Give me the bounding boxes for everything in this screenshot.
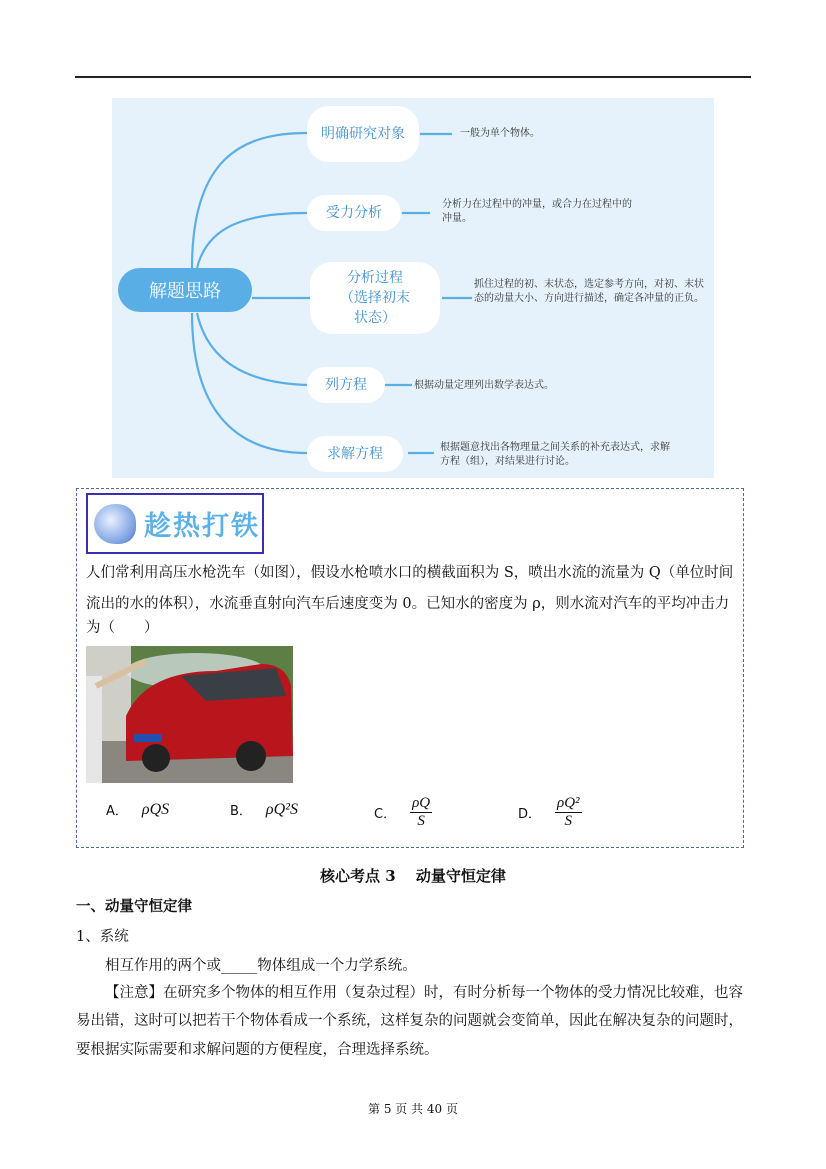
paragraph: 相互作用的两个或_____物体组成一个力学系统。 xyxy=(105,958,417,974)
mindmap-node: 列方程 xyxy=(307,367,385,403)
fraction-denominator: S xyxy=(564,813,573,829)
question-line: 人们常利用高压水枪洗车（如图），假设水枪喷水口的横截面积为 S，喷出水流的流量为 Q（单位时间 xyxy=(86,565,734,581)
mindmap-node: 求解方程 xyxy=(307,436,403,472)
option-expr: ρQS xyxy=(141,800,170,818)
fraction-numerator: ρQ xyxy=(412,795,431,811)
note-line: 要根据实际需要和求解问题的方便程度，合理选择系统。 xyxy=(76,1042,439,1058)
option-label: B． xyxy=(230,804,252,819)
mindmap-node: 受力分析 xyxy=(307,195,401,231)
fraction-denominator: S xyxy=(417,813,425,829)
car-wash-illustration xyxy=(86,646,293,783)
mind-map xyxy=(112,98,714,478)
brain-icon xyxy=(94,504,136,544)
mindmap-desc: 根据题意找出各物理量之间关系的补充表达式，求解方程（组），对结果进行讨论。 xyxy=(440,442,670,467)
mindmap-center-node: 解题思路 xyxy=(118,268,252,312)
mindmap-desc: 根据动量定理列出数学表达式。 xyxy=(414,380,554,391)
subheading: 1、系统 xyxy=(76,929,129,945)
option-b[interactable] xyxy=(230,800,298,819)
option-label: D． xyxy=(518,807,542,822)
option-expr: ρQ²S xyxy=(265,800,298,818)
note-line: 易出错，这时可以把若干个物体看成一个系统，这样复杂的问题就会变简单，因此在解决复杂的问题时， xyxy=(76,1013,743,1029)
mindmap-desc: 抓住过程的初、末状态，选定参考方向，对初、末状态的动量大小、方向进行描述，确定各冲量的正负。 xyxy=(474,279,704,304)
badge-title: 趁热打铁 xyxy=(144,511,260,542)
exercise-badge xyxy=(86,493,264,554)
question-line: 流出的水的体积），水流垂直射向汽车后速度变为 0。已知水的密度为 ρ，则水流对汽车的平均冲击力 xyxy=(86,596,730,612)
car-wash-photo xyxy=(86,646,293,783)
mindmap-desc: 一般为单个物体。 xyxy=(460,128,540,139)
option-label: C． xyxy=(374,807,397,822)
option-d[interactable] xyxy=(518,795,582,830)
section-title: 核心考点 3 动量守恒定律 xyxy=(320,867,506,885)
header-rule xyxy=(75,76,751,78)
fraction-numerator: ρQ² xyxy=(557,795,580,811)
page-footer: 第 5 页 共 40 页 xyxy=(368,1102,458,1116)
heading-1: 一、动量守恒定律 xyxy=(76,898,192,915)
option-label: A． xyxy=(106,804,128,819)
question-line: 为（ ） xyxy=(86,620,159,636)
option-a[interactable] xyxy=(106,800,169,819)
mindmap-node: 明确研究对象 xyxy=(307,106,419,162)
note-line: 【注意】在研究多个物体的相互作用（复杂过程）时，有时分析每一个物体的受力情况比较难，也容 xyxy=(105,985,743,1001)
mindmap-desc: 分析力在过程中的冲量，或合力在过程中的冲量。 xyxy=(442,199,632,224)
mindmap-node: 分析过程（选择初末状态） xyxy=(310,262,440,334)
option-c[interactable] xyxy=(374,795,432,830)
